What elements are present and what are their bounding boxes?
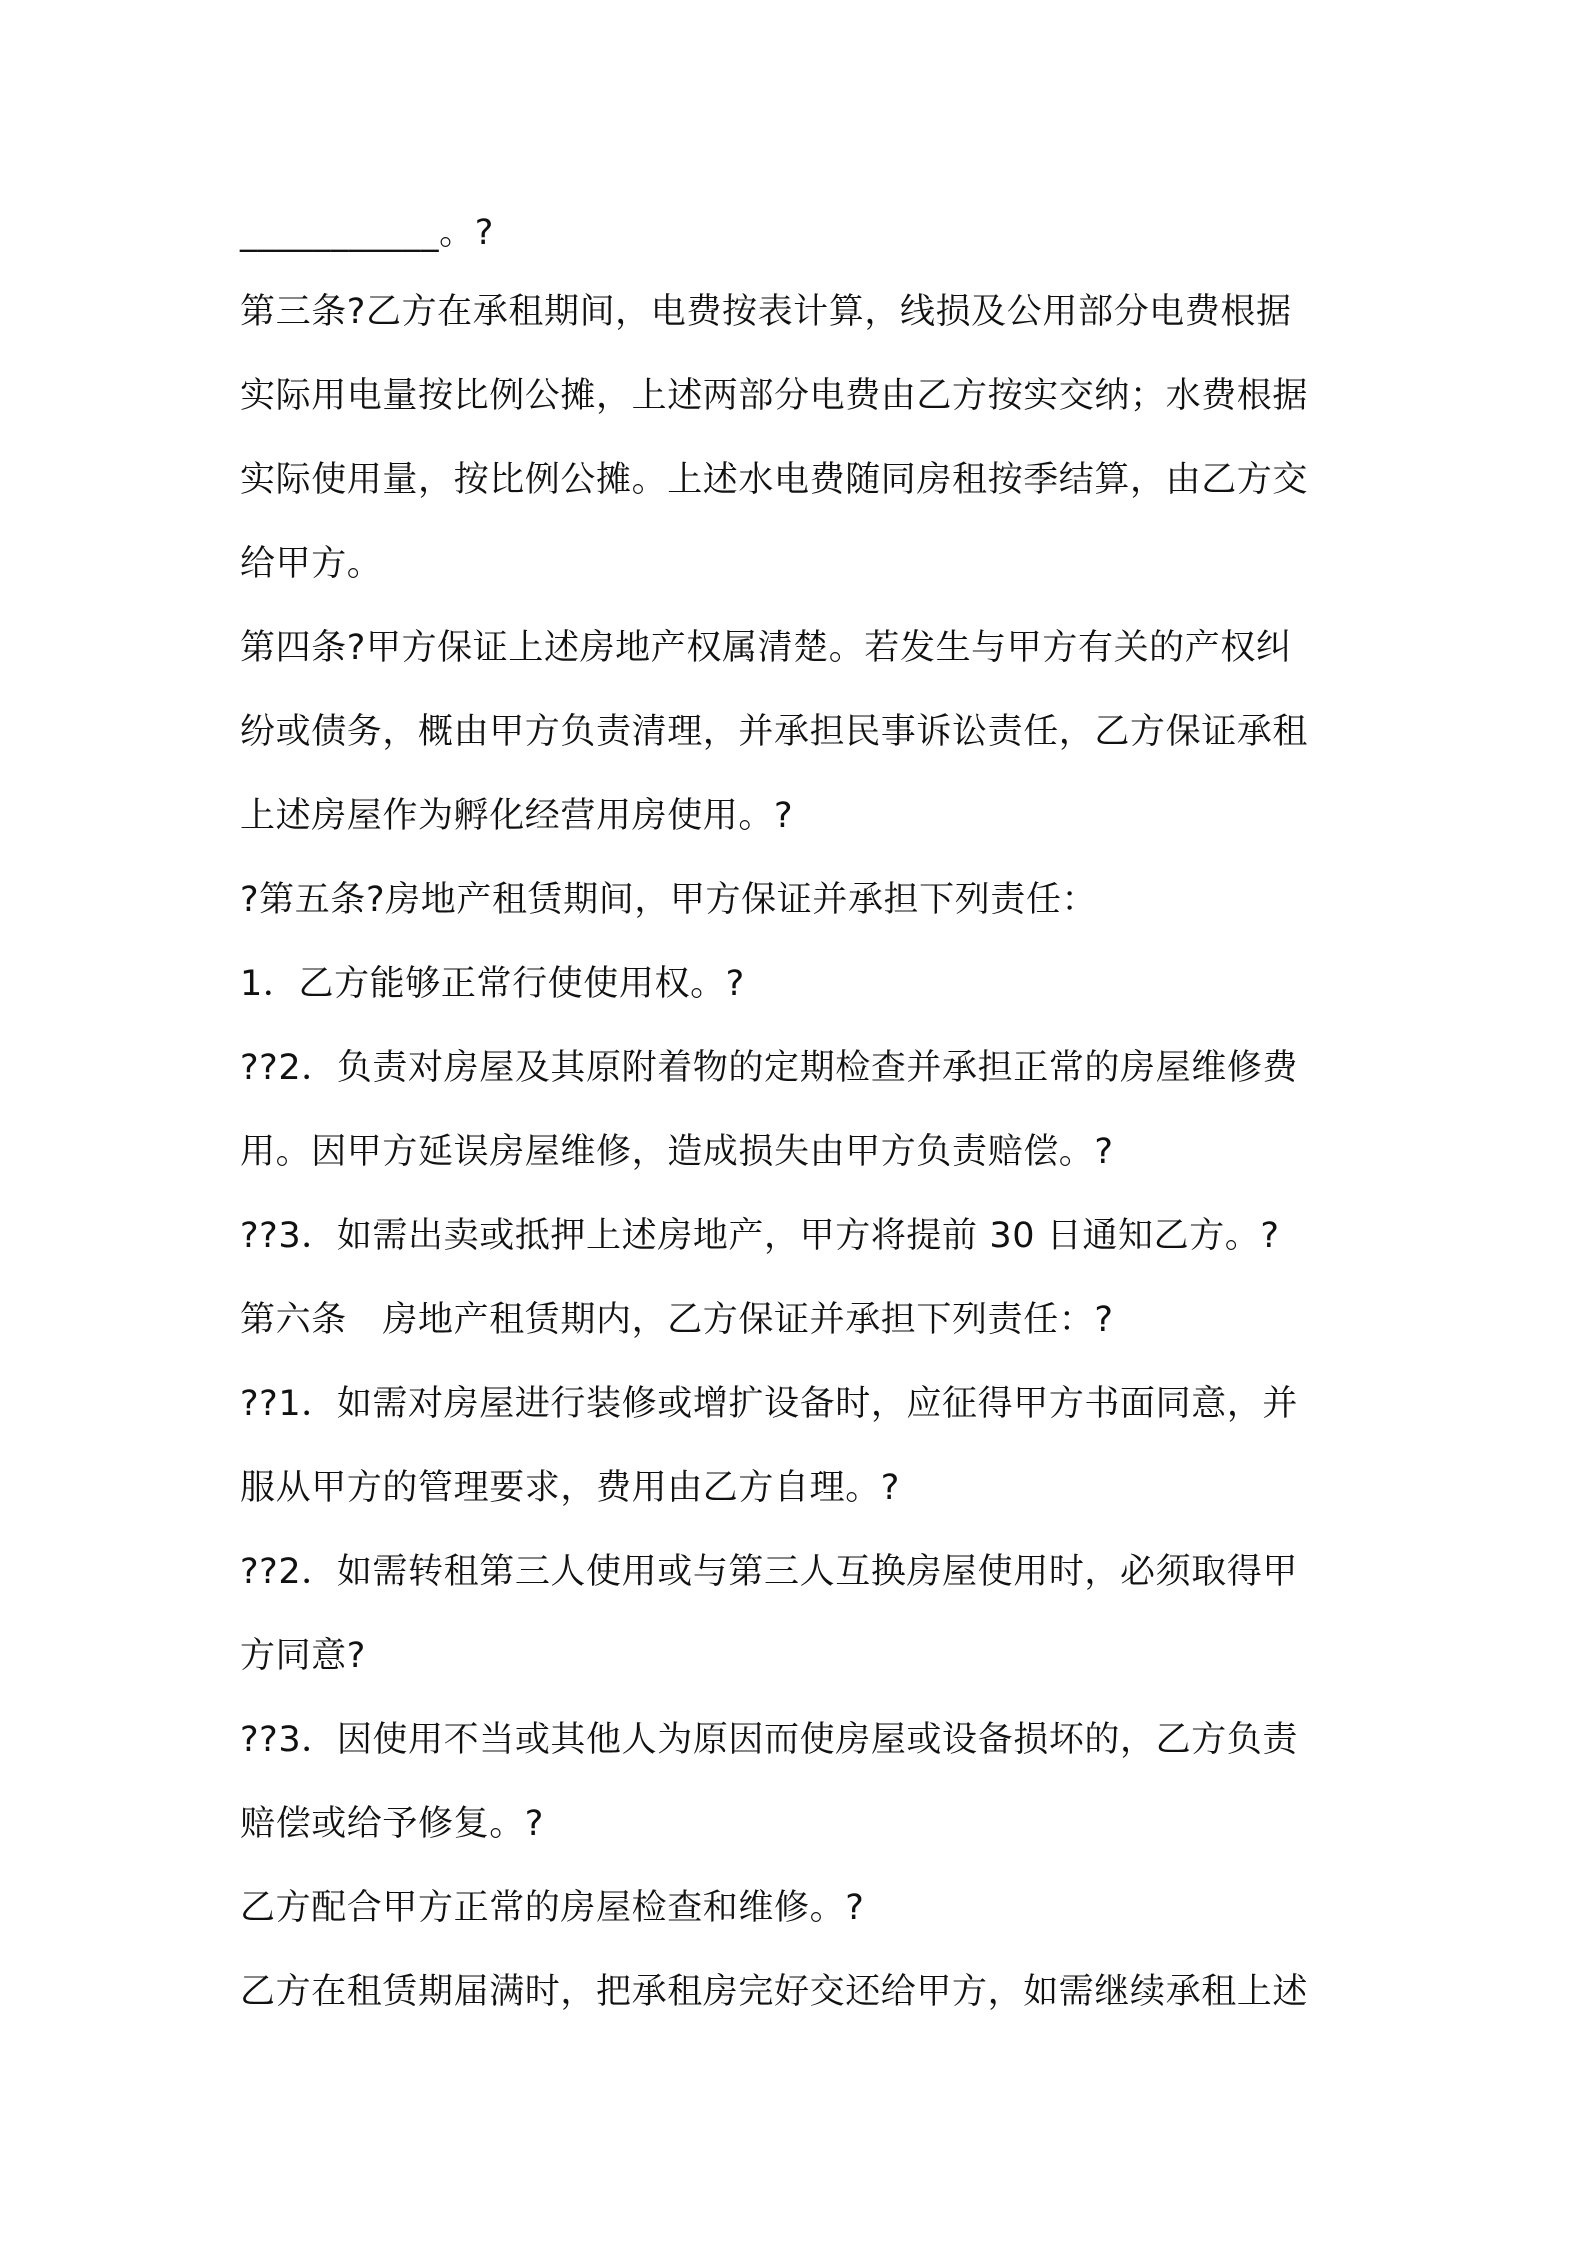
text-line: 1．乙方能够正常行使使用权。?: [240, 964, 745, 1004]
text-line: 方同意?: [240, 1636, 366, 1676]
text-line: 第六条 房地产租赁期内，乙方保证并承担下列责任：?: [240, 1300, 1114, 1340]
text-line: 第三条?乙方在承租期间，电费按表计算，线损及公用部分电费根据: [240, 292, 1292, 332]
text-line: 给甲方。: [240, 544, 383, 584]
text-line: 用。因甲方延误房屋维修，造成损失由甲方负责赔偿。?: [240, 1132, 1114, 1172]
text-line: 乙方配合甲方正常的房屋检查和维修。?: [240, 1888, 865, 1928]
text-line: ?第五条?房地产租赁期间，甲方保证并承担下列责任：: [240, 880, 1098, 920]
text-line: ??2．如需转租第三人使用或与第三人互换房屋使用时，必须取得甲: [240, 1552, 1299, 1592]
text-line: 第四条?甲方保证上述房地产权属清楚。若发生与甲方有关的产权纠: [240, 628, 1292, 668]
text-line: ??2．负责对房屋及其原附着物的定期检查并承担正常的房屋维修费: [240, 1048, 1299, 1088]
text-line: 实际使用量，按比例公摊。上述水电费随同房租按季结算，由乙方交: [240, 460, 1309, 500]
text-line: 赔偿或给予修复。?: [240, 1804, 544, 1844]
text-line: 纷或债务，概由甲方负责清理，并承担民事诉讼责任，乙方保证承租: [240, 712, 1309, 752]
text-line: 实际用电量按比例公摊，上述两部分电费由乙方按实交纳；水费根据: [240, 376, 1309, 416]
text-line: ??3．因使用不当或其他人为原因而使房屋或设备损坏的，乙方负责: [240, 1720, 1299, 1760]
text-line: 服从甲方的管理要求，费用由乙方自理。?: [240, 1468, 900, 1508]
text-line: 上述房屋作为孵化经营用房使用。?: [240, 796, 794, 836]
text-line: ??1．如需对房屋进行装修或增扩设备时，应征得甲方书面同意，并: [240, 1384, 1299, 1424]
text-line: ___________。?: [240, 213, 494, 253]
text-line: ??3．如需出卖或抵押上述房地产，甲方将提前 30 日通知乙方。?: [240, 1216, 1280, 1256]
text-line: 乙方在租赁期届满时，把承租房完好交还给甲方，如需继续承租上述: [240, 1972, 1309, 2012]
